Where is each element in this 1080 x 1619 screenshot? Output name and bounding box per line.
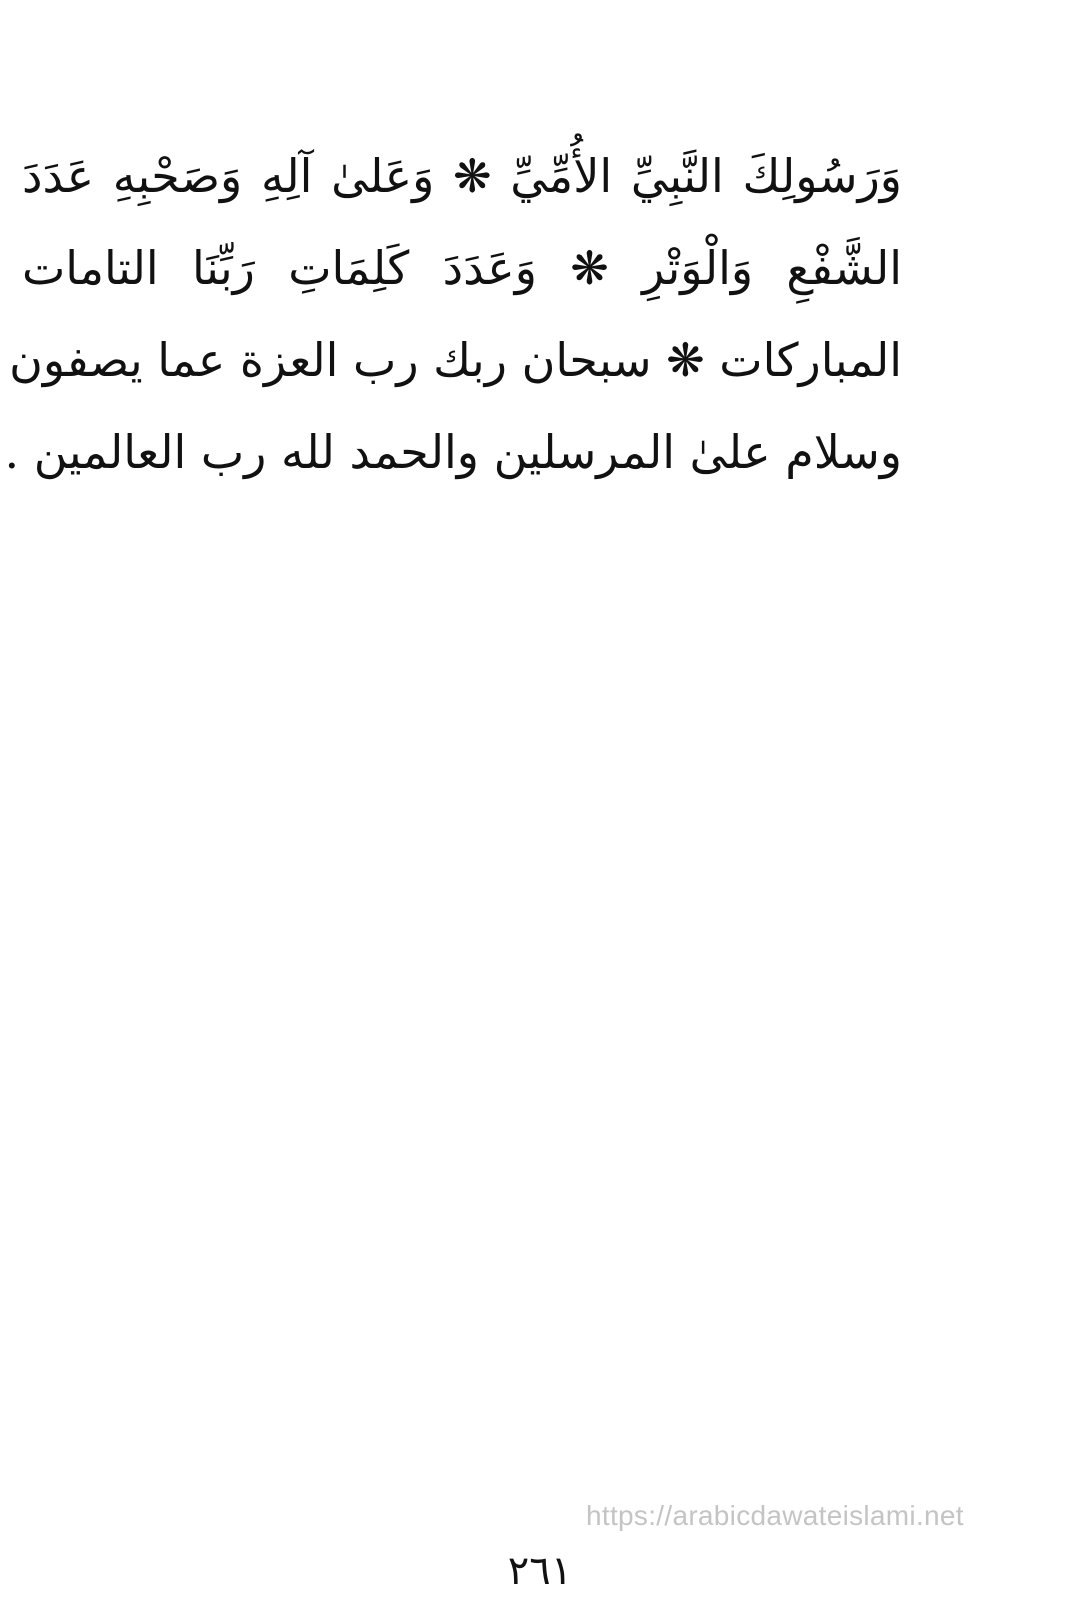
page-number: ٢٦١ [507, 1548, 573, 1594]
text-line: وسلام علىٰ المرسلين والحمد لله رب العالمين . [4, 425, 902, 479]
text-line: المباركات ❋ سبحان ربك رب العزة عما يصفون [9, 333, 902, 387]
text-line: وَرَسُولِكَ النَّبِيِّ الأُمِّيِّ ❋ وَعَلىٰ آلِهِ وَصَحْبِهِ عَدَدَ [22, 149, 902, 203]
body-text [4, 130, 902, 498]
text-line: الشَّفْعِ وَالْوَتْرِ ❋ وَعَدَدَ كَلِمَاتِ رَبِّنَا التامات [22, 241, 902, 295]
source-watermark: https://arabicdawateislami.net [586, 1500, 964, 1531]
